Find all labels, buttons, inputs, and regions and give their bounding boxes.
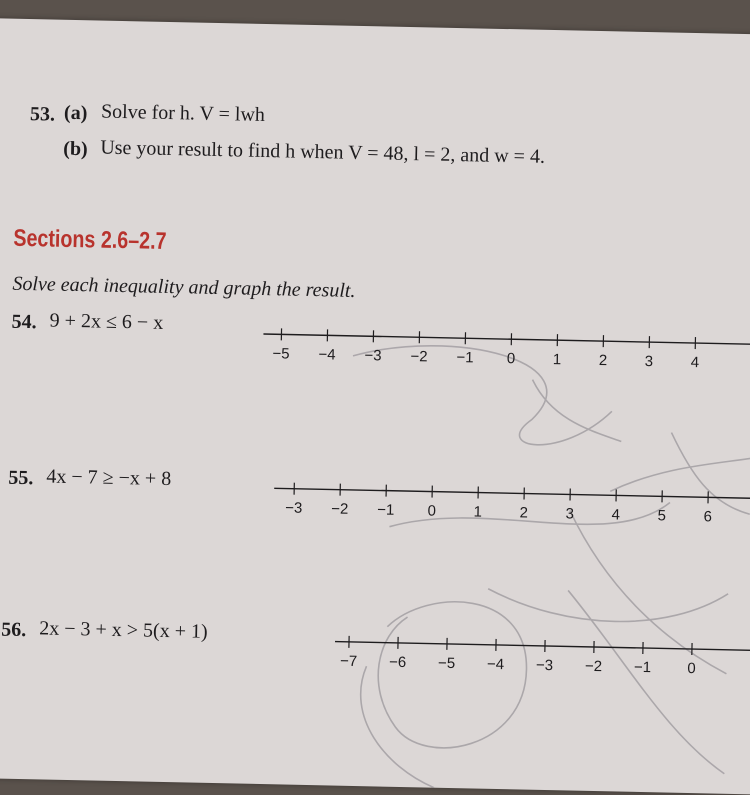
number-line-tick-label: 3 [565, 505, 574, 522]
section-title: Sections 2.6–2.7 [13, 225, 167, 256]
problem-53b-text: Use your result to find h when V = 48, l = 2, and w = 4. [100, 137, 545, 169]
number-line-tick-label: 2 [599, 352, 608, 369]
number-line-tick-label: 1 [473, 503, 482, 520]
problem-53a-label: (a) [64, 102, 88, 125]
number-line-tick-label: −5 [438, 655, 455, 672]
number-line-tick-label: −2 [585, 658, 602, 675]
problem-53-number: 53. [30, 103, 55, 127]
number-line-axis [335, 642, 750, 651]
number-line-tick-label: 1 [553, 351, 562, 368]
problem-55-number: 55. [8, 467, 33, 491]
number-line-tick-label: 6 [703, 508, 712, 525]
number-line-tick-label: −1 [634, 659, 651, 676]
number-line-tick-label: −2 [410, 348, 427, 365]
problem-54-expression: 9 + 2x ≤ 6 − x [49, 310, 163, 335]
number-line-axis [274, 488, 750, 499]
number-line-tick-label: −5 [272, 345, 289, 362]
problem-53a-text: Solve for h. V = lwh [101, 101, 265, 127]
number-line-tick-label: 0 [427, 502, 436, 519]
number-line-tick-label: 0 [507, 350, 516, 367]
number-line-tick-label: −7 [340, 653, 357, 670]
number-line-tick-label: −1 [377, 501, 394, 518]
number-line-tick-label: 3 [645, 353, 654, 370]
number-line-tick-label: −2 [331, 500, 348, 517]
number-line-tick-label: 5 [657, 507, 666, 524]
problem-53b-label: (b) [63, 138, 88, 162]
problem-56-number: 56. [1, 619, 26, 643]
number-line-tick-label: 4 [611, 506, 620, 523]
number-line-tick-label: 4 [691, 354, 700, 371]
number-line-tick-label: −6 [389, 654, 406, 671]
number-line-tick-label: 0 [687, 660, 696, 677]
number-line-tick-label: 2 [519, 504, 528, 521]
pencil-scribbles [0, 18, 750, 795]
number-line-tick-label: −3 [285, 500, 302, 517]
number-line-tick-label: −4 [487, 656, 504, 673]
number-line-tick-label: −4 [318, 346, 335, 363]
section-instructions: Solve each inequality and graph the result. [12, 273, 355, 303]
number-line-tick-label: −3 [364, 347, 381, 364]
problem-54-number: 54. [11, 311, 36, 335]
textbook-page [0, 18, 750, 795]
number-line-tick-label: −3 [536, 657, 553, 674]
problem-55-expression: 4x − 7 ≥ −x + 8 [46, 465, 171, 491]
number-line-tick-label: −1 [456, 349, 473, 366]
problem-56-expression: 2x − 3 + x > 5(x + 1) [39, 617, 208, 644]
number-line-axis [263, 334, 750, 345]
